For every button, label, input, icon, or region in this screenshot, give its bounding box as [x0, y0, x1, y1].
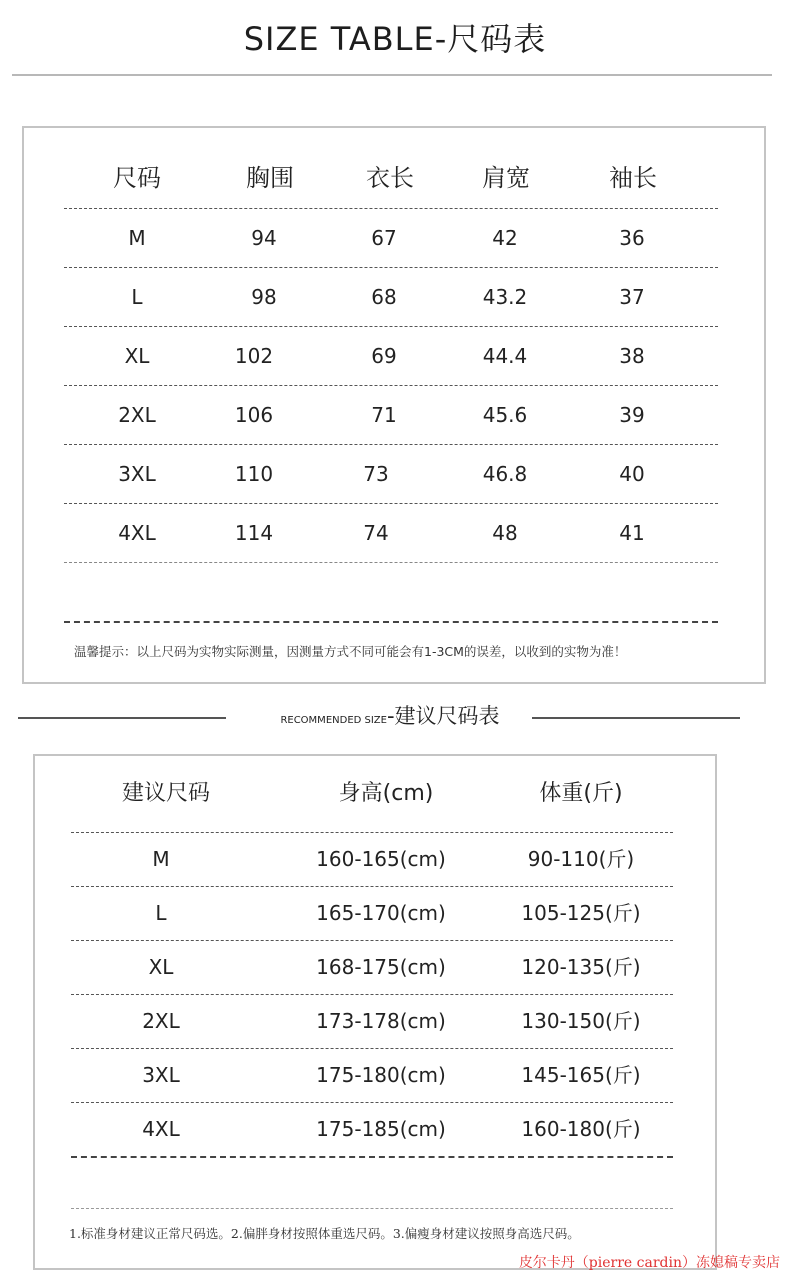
table-cell: 37 — [619, 285, 645, 309]
recommended-title-en: RECOMMENDED SIZE — [280, 715, 387, 726]
header-cell: 胸围 — [246, 164, 294, 192]
table-row-empty — [64, 563, 718, 623]
table-cell: 105-125(斤) — [521, 901, 641, 925]
table-cell: 173-178(cm) — [316, 1009, 446, 1033]
table-cell: 160-180(斤) — [521, 1117, 641, 1141]
store-watermark: 皮尔卡丹（pierre cardin）冻媳稿专卖店 — [518, 1255, 780, 1271]
table-cell: 68 — [371, 285, 397, 309]
table-cell: 43.2 — [482, 285, 528, 309]
table-cell: 110 — [234, 462, 274, 486]
table-cell: 175-180(cm) — [316, 1063, 446, 1087]
table-row — [71, 995, 673, 1049]
table-cell: 98 — [251, 285, 277, 309]
table-cell: 74 — [363, 521, 389, 545]
table-cell: 45.6 — [482, 403, 528, 427]
table-cell: 102 — [234, 344, 274, 368]
note-divider — [71, 1208, 673, 1209]
divider-right — [532, 717, 740, 719]
table-cell: 4XL — [118, 521, 156, 545]
table-row — [71, 887, 673, 941]
table-row — [64, 445, 718, 504]
table-cell: 69 — [371, 344, 397, 368]
table-cell: XL — [148, 955, 174, 979]
table-cell: M — [152, 847, 170, 871]
header-cell: 体重(斤) — [539, 781, 623, 806]
table-cell: L — [131, 285, 143, 309]
recommended-table — [71, 756, 673, 1158]
page-title: SIZE TABLE-尺码表 — [243, 20, 547, 58]
table-cell: 42 — [492, 226, 518, 250]
table-cell: 3XL — [142, 1063, 180, 1087]
table-cell: 3XL — [118, 462, 156, 486]
table-row — [71, 941, 673, 995]
table-cell: 38 — [619, 344, 645, 368]
table-cell: 44.4 — [482, 344, 528, 368]
table-cell: 73 — [363, 462, 389, 486]
table-cell: 2XL — [118, 403, 156, 427]
table-cell: 90-110(斤) — [527, 847, 635, 871]
table-cell: 36 — [619, 226, 645, 250]
table-cell: 94 — [251, 226, 277, 250]
table-row — [71, 1049, 673, 1103]
table-cell: 106 — [234, 403, 274, 427]
size-table-header — [64, 150, 718, 209]
table-cell: XL — [124, 344, 150, 368]
recommended-title-zh: -建议尺码表 — [386, 704, 500, 728]
table-cell: 4XL — [142, 1117, 180, 1141]
table-cell: 40 — [619, 462, 645, 486]
table-cell: 46.8 — [482, 462, 528, 486]
table-cell: 168-175(cm) — [316, 955, 446, 979]
header-cell: 身高(cm) — [338, 781, 434, 806]
table-cell: 41 — [619, 521, 645, 545]
recommended-title — [240, 700, 540, 730]
table-cell: 175-185(cm) — [316, 1117, 446, 1141]
header-cell: 建议尺码 — [121, 781, 210, 806]
table-cell: 67 — [371, 226, 397, 250]
table-cell: 71 — [371, 403, 397, 427]
table-cell: L — [155, 901, 167, 925]
recommendation-note: 1.标准身材建议正常尺码选。2.偏胖身材按照体重选尺码。3.偏瘦身材建议按照身高选尺码。 — [69, 1226, 580, 1241]
size-table-panel — [22, 126, 766, 684]
table-cell: 48 — [492, 521, 518, 545]
size-table — [64, 150, 718, 623]
header-cell: 袖长 — [609, 164, 657, 192]
recommended-panel — [33, 754, 717, 1270]
measurement-note: 温馨提示：以上尺码为实物实际测量，因测量方式不同可能会有1-3CM的误差，以收到的实物为准！ — [74, 644, 627, 659]
header-cell: 衣长 — [366, 164, 414, 192]
table-row — [64, 386, 718, 445]
table-cell: M — [128, 226, 146, 250]
table-cell: 145-165(斤) — [521, 1063, 641, 1087]
header-cell: 尺码 — [113, 164, 161, 192]
table-row — [64, 268, 718, 327]
table-row — [64, 327, 718, 386]
table-row — [64, 504, 718, 563]
table-cell: 2XL — [142, 1009, 180, 1033]
recommended-table-header — [71, 756, 673, 833]
table-cell: 39 — [619, 403, 645, 427]
table-cell: 120-135(斤) — [521, 955, 641, 979]
table-row — [71, 833, 673, 887]
title-divider — [12, 74, 772, 76]
table-row — [71, 1103, 673, 1158]
header-cell: 肩宽 — [482, 164, 530, 192]
table-cell: 114 — [234, 521, 274, 545]
table-cell: 165-170(cm) — [316, 901, 446, 925]
table-row — [64, 209, 718, 268]
table-cell: 160-165(cm) — [316, 847, 446, 871]
divider-left — [18, 717, 226, 719]
table-cell: 130-150(斤) — [521, 1009, 641, 1033]
